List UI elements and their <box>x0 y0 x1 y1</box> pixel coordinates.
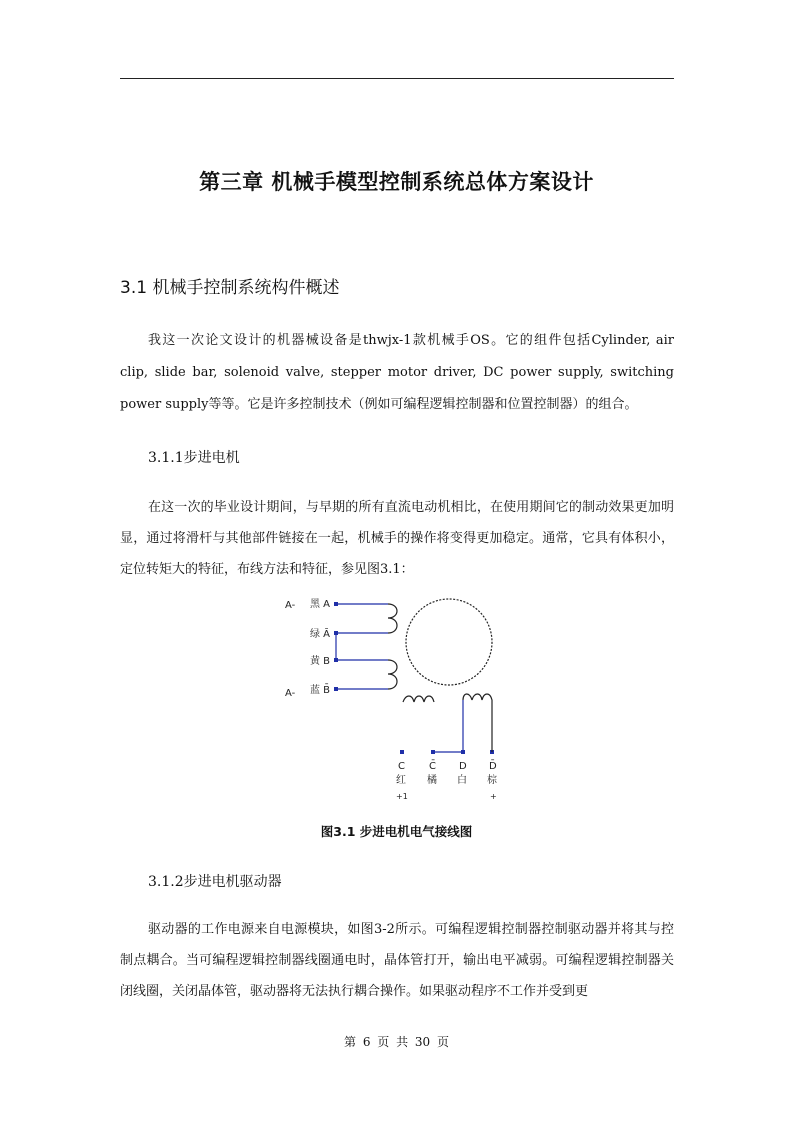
label-yellow-b: 黄 B <box>310 656 331 667</box>
figure-caption: 图3.1 步进电机电气接线图 <box>320 824 473 839</box>
stepper-wiring-diagram <box>278 592 502 804</box>
label-black-a: 黑 A <box>310 599 331 610</box>
paragraph: 驱动器的工作电源来自电源模块，如图3-2所示。可编程逻辑控制器控制驱动器并将其与控制点耦合。当可编程逻辑控制器线圈通电时，晶体管打开，输出电平减弱。可编程逻辑控制器关闭线圈，关闭晶体管，驱动器将无法执行耦合操作。如果驱动程序不工作并受到更 <box>120 922 674 999</box>
section-title: 3.1 机械手控制系统构件概述 <box>120 278 340 298</box>
label-blue-bbar: 蓝 B̄ <box>310 685 331 696</box>
label-a-minus-top: A- <box>285 600 296 611</box>
label-d-color: 白 <box>457 775 467 786</box>
label-dbar: D̄ <box>489 761 497 772</box>
label-d: D <box>459 761 467 772</box>
label-c: C <box>398 761 405 772</box>
page-footer: 第 6 页 共 30 页 <box>344 1035 449 1049</box>
label-c-color: 红 <box>396 775 406 786</box>
label-cbar-color: 橘 <box>427 775 437 786</box>
paragraph-line: clip, slide bar, solenoid valve, stepper motor driver, DC power supply, switching <box>120 365 674 380</box>
subsection-title-3-1-1: 3.1.1步进电机 <box>148 450 240 466</box>
paragraph-line: 我这一次论文设计的机器械设备是thwjx-1款机械手OS。它的组件包括Cylinder, air <box>148 333 674 348</box>
label-c-sub: +1 <box>396 792 408 801</box>
label-dbar-color: 棕 <box>487 775 497 786</box>
label-dbar-sub: + <box>490 792 497 801</box>
paragraph-line: power supply等等。它是许多控制技术（例如可编程逻辑控制器和位置控制器）的组合。 <box>120 397 638 412</box>
chapter-title: 第三章 机械手模型控制系统总体方案设计 <box>199 170 594 194</box>
subsection-title-3-1-2: 3.1.2步进电机驱动器 <box>148 874 282 890</box>
header-rule <box>120 78 674 79</box>
paragraph: 在这一次的毕业设计期间，与早期的所有直流电动机相比，在使用期间它的制动效果更加明显，通过将滑杆与其他部件链接在一起，机械手的操作将变得更加稳定。通常，它具有体积小，定位转矩大的特征，布线方法和特征，参见图3.1： <box>120 500 674 577</box>
label-a-minus-bottom: A- <box>285 688 296 699</box>
label-green-abar: 绿 Ā <box>310 629 331 640</box>
label-cbar: C̄ <box>429 761 436 772</box>
